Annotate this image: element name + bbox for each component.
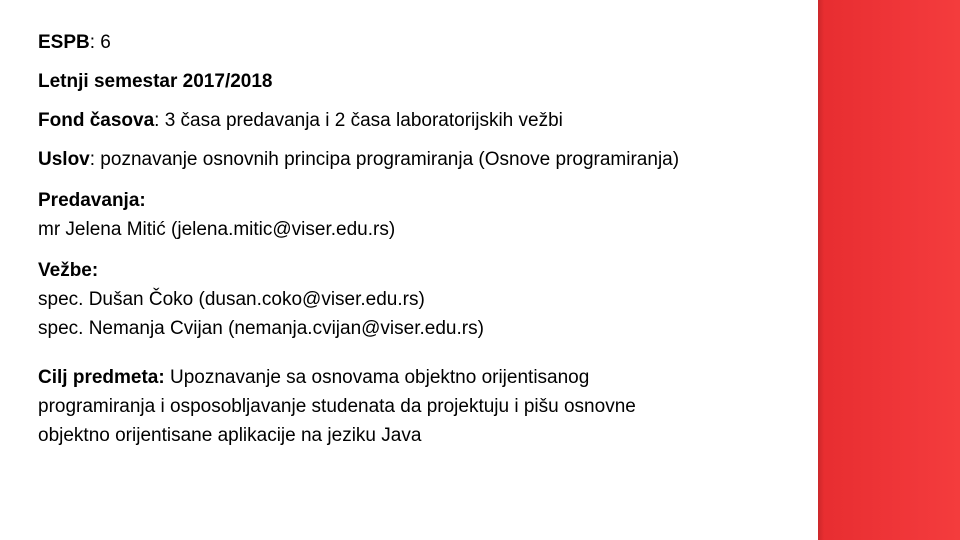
semester-line: Letnji semestar 2017/2018: [38, 71, 273, 92]
fond-label: Fond časova: [38, 110, 155, 131]
vezbe-section: [38, 256, 808, 343]
espb-label: ESPB: [38, 32, 90, 53]
fond-value: : 3 časa predavanja i 2 časa laboratorijskih vežbi: [154, 110, 563, 131]
accent-panel-shadow: [818, 0, 824, 540]
lecturer: mr Jelena Mitić (jelena.mitic@viser.edu.rs): [38, 219, 396, 240]
vezbe-label: Vežbe:: [38, 260, 99, 281]
assistant: spec. Nemanja Cvijan (nemanja.cvijan@viser.edu.rs): [38, 318, 484, 339]
cilj-line: programiranja i osposobljavanje studenata da projektuju i pišu osnovne: [38, 396, 636, 417]
assistant: spec. Dušan Čoko (dusan.coko@viser.edu.rs): [38, 289, 425, 310]
uslov-label: Uslov: [38, 149, 90, 170]
cilj-text: Upoznavanje sa osnovama objektno orijentisanog: [164, 367, 590, 388]
cilj-label: Cilj predmeta:: [38, 367, 165, 388]
predavanja-label: Predavanja:: [38, 190, 146, 211]
uslov-line: [38, 145, 808, 174]
uslov-value: : poznavanje osnovnih principa programiranja (Osnove programiranja): [89, 149, 680, 170]
cilj-line: objektno orijentisane aplikacije na jeziku Java: [38, 425, 422, 446]
fond-line: [38, 106, 808, 135]
cilj-section: [38, 363, 808, 450]
course-info: [38, 28, 808, 450]
espb-line: [38, 28, 808, 57]
predavanja-section: [38, 186, 808, 244]
espb-value: : 6: [89, 32, 111, 53]
accent-panel: [818, 0, 960, 540]
cilj-line: [38, 363, 808, 392]
